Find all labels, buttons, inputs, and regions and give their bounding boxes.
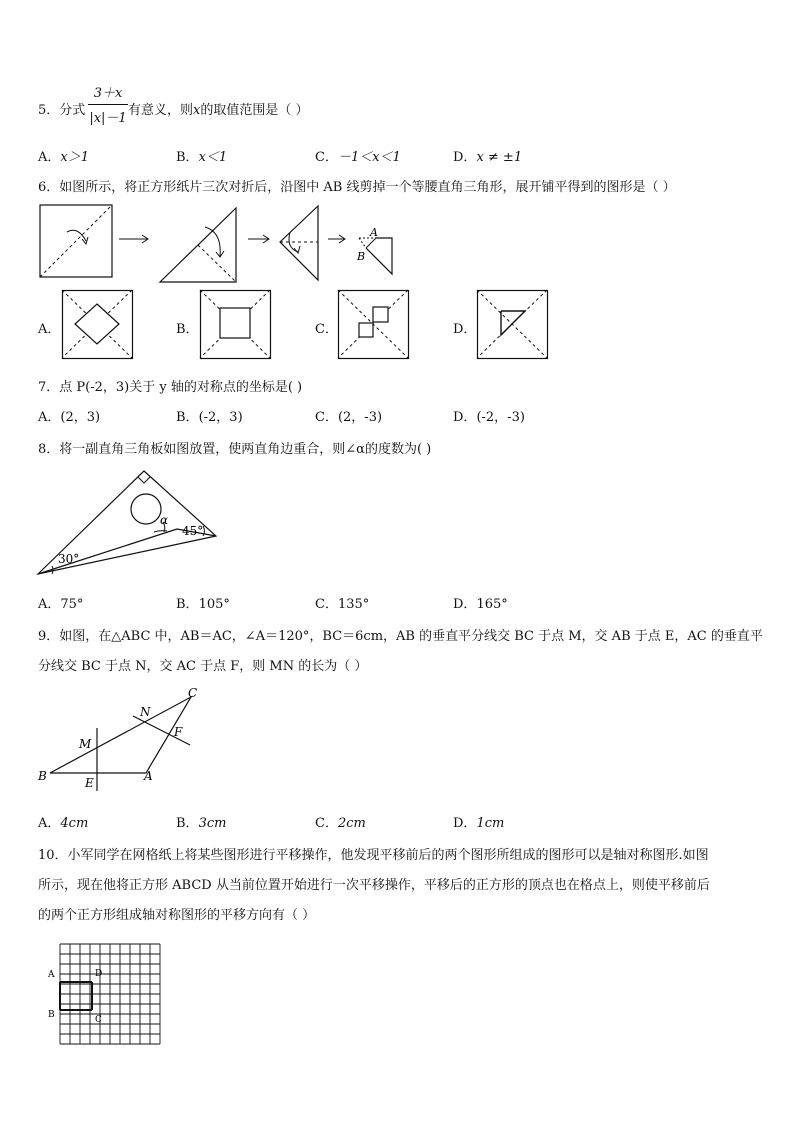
q7-option-b[interactable]: B．(-2，3) — [176, 410, 243, 425]
q9-point-m: M — [79, 737, 92, 751]
q7-option-d[interactable]: D．(-2，-3) — [453, 410, 525, 425]
q9-option-a[interactable]: A．4cm — [38, 816, 89, 831]
q6-option-a[interactable]: A． — [38, 322, 61, 337]
q5-option-b[interactable]: B．x＜1 — [176, 150, 228, 165]
q5-denominator: |x|－1 — [89, 111, 127, 126]
q6-option-c[interactable]: C． — [315, 322, 338, 337]
q10-label-a: A — [48, 970, 55, 980]
q8-option-a[interactable]: A．75° — [38, 597, 84, 612]
q6-option-b[interactable]: B． — [176, 322, 199, 337]
q8-option-c[interactable]: C．135° — [315, 597, 370, 612]
q8-option-d[interactable]: D．165° — [453, 597, 508, 612]
q10-line1: 10．小军同学在网格纸上将某些图形进行平移操作，他发现平移前后的两个图形所组成的图形可以是轴对称图形.如图 — [38, 848, 709, 863]
q9-point-b: B — [38, 769, 47, 783]
q9-point-c: C — [188, 686, 198, 700]
q9-point-n: N — [140, 705, 151, 719]
q6-stem: 6．如图所示，将正方形纸片三次对折后，沿图中 AB 线剪掉一个等腰直角三角形，展开铺平得到的图形是（ ） — [38, 180, 676, 195]
q8-alpha-label: α — [160, 513, 169, 527]
q9-line1: 9．如图，在△ABC 中，AB＝AC，∠A＝120°，BC＝6cm，AB 的垂直平分线交 BC 于点 M，交 AB 于点 E，AC 的垂直平 — [38, 629, 763, 644]
q8-stem: 8．将一副直角三角板如图放置，使两直角边重合，则∠α的度数为( ) — [38, 442, 432, 457]
q7-option-c[interactable]: C．(2，-3) — [315, 410, 383, 425]
q9-option-c[interactable]: C．2cm — [315, 816, 366, 831]
q5-numerator: 3＋x — [93, 86, 123, 101]
q6-option-d[interactable]: D． — [453, 322, 477, 337]
q9-point-a: A — [144, 769, 153, 783]
q5-prefix: 5．分式 — [38, 103, 86, 118]
q10-label-c: C — [95, 1015, 102, 1025]
q10-line3: 的两个正方形组成轴对称图形的平移方向有（ ） — [38, 908, 316, 923]
q5-option-d[interactable]: D．x ≠ ±1 — [453, 150, 523, 165]
q10-label-d: D — [95, 969, 103, 979]
q9-option-b[interactable]: B．3cm — [176, 816, 227, 831]
q9-line2: 分线交 BC 于点 N，交 AC 于点 F，则 MN 的长为（ ） — [38, 659, 368, 674]
q7-stem: 7．点 P(-2，3)关于 y 轴的对称点的坐标是( ) — [38, 380, 303, 395]
q7-option-a[interactable]: A．(2，3) — [38, 410, 101, 425]
q8-30-label: 30° — [58, 552, 80, 566]
q9-point-f: F — [174, 725, 183, 739]
q8-45-label: 45° — [182, 524, 204, 538]
q6-label-b: B — [357, 250, 366, 263]
q5-option-c[interactable]: C．－1＜x＜1 — [315, 150, 401, 165]
q5-suffix: 有意义，则x的取值范围是（ ） — [128, 103, 309, 118]
q6-label-a: A — [370, 226, 378, 239]
q9-point-e: E — [85, 776, 94, 790]
q10-label-b: B — [48, 1010, 55, 1020]
q9-option-d[interactable]: D．1cm — [453, 816, 505, 831]
q5-option-a[interactable]: A．x＞1 — [38, 150, 89, 165]
q10-line2: 所示，现在他将正方形 ABCD 从当前位置开始进行一次平移操作，平移后的正方形的顶点也在格点上，则使平移前后 — [38, 878, 710, 893]
q8-option-b[interactable]: B．105° — [176, 597, 230, 612]
